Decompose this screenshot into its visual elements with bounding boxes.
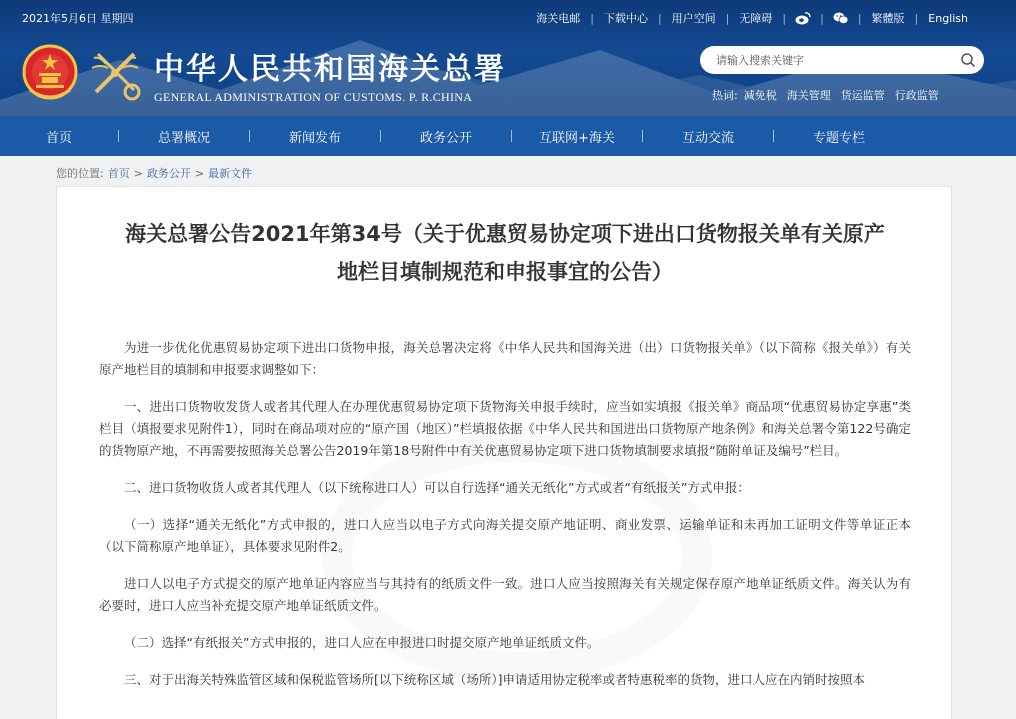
nav-item-overview[interactable]: 总署概况 [157, 130, 210, 146]
article-paragraph: 为进一步优化优惠贸易协定项下进出口货物申报，海关总署决定将《中华人民共和国海关进（出）口货物报关单》（以下简称《报关单》）有关原产地栏目的填制和申报要求调整如下： [99, 340, 911, 377]
divider: | [590, 11, 594, 25]
chevron-right-icon: > [194, 166, 205, 180]
wechat-icon[interactable] [833, 11, 849, 25]
main-nav [0, 116, 1016, 156]
article-title-line: 地栏目填制规范和申报事宜的公告） [337, 260, 673, 284]
nav-item-special-topics[interactable]: 专题专栏 [812, 130, 865, 146]
site-subtitle: GENERAL ADMINISTRATION OF CUSTOMS. P. R.CHINA [154, 90, 473, 104]
hot-word[interactable]: 海关管理 [786, 89, 831, 102]
hot-word[interactable]: 行政监管 [894, 89, 939, 102]
hot-words [712, 87, 949, 103]
article-paragraph: 进口人以电子方式提交的原产地单证内容应当与其持有的纸质文件一致。进口人应当按照海关有关规定保存原产地单证纸质文件。海关认为有必要时，进口人应当补充提交原产地单证纸质文件。 [99, 576, 911, 613]
national-emblem-icon[interactable] [22, 44, 78, 102]
chevron-right-icon: > [133, 166, 143, 180]
hot-words-label: 热词: [712, 89, 738, 102]
customs-logo-icon[interactable] [86, 44, 144, 102]
search-box [700, 46, 984, 74]
search-input[interactable] [716, 54, 946, 67]
article-paragraph: 二、进口货物收货人或者其代理人（以下统称进口人）可以自行选择“通关无纸化”方式或者“有纸报关”方式申报： [124, 480, 750, 495]
breadcrumb [56, 165, 252, 181]
search-icon[interactable] [960, 52, 976, 68]
breadcrumb-label: 您的位置: [56, 167, 104, 180]
breadcrumb-home[interactable]: 首页 [107, 167, 130, 180]
article-paragraph: 三、对于出海关特殊监管区域和保税监管场所[以下统称区域（场所）]申请适用协定税率或者特惠税率的货物，进口人应在内销时按照本 [124, 672, 866, 687]
article-paragraph: （二）选择“有纸报关”方式申报的，进口人应在申报进口时提交原产地单证纸质文件。 [124, 635, 600, 650]
site-title: 中华人民共和国海关总署 [154, 52, 506, 87]
current-date: 2021年5月6日 星期四 [22, 12, 134, 25]
article-paragraph: 一、进出口货物收发货人或者其代理人在办理优惠贸易协定项下货物海关申报手续时，应当如实填报《报关单》商品项“优惠贸易协定享惠”类栏目（填报要求见附件1），同时在商品项对应的“原产国（地区）”栏填报依据《中华人民共和国进出口货物原产地条例》和海关总署令第122号确定的货物原产地，不再需要按照海关总署公告2019年第18号附件中有关优惠贸易协定项下进口货物填制要求填报“随附单证及编号”栏目。 [99, 399, 911, 458]
divider: | [857, 11, 862, 25]
article-title [87, 215, 923, 291]
nav-item-home[interactable]: 首页 [45, 130, 72, 146]
article-container [56, 186, 952, 719]
top-link-download[interactable]: 下载中心 [603, 12, 648, 25]
nav-item-interaction[interactable]: 互动交流 [681, 130, 734, 146]
hot-word[interactable]: 减免税 [743, 89, 777, 102]
nav-item-internet-customs[interactable]: 互联网+海关 [539, 130, 615, 146]
top-link-user-space[interactable]: 用户空间 [671, 12, 716, 25]
top-link-traditional[interactable]: 繁體版 [871, 12, 905, 25]
breadcrumb-latest-docs[interactable]: 最新文件 [208, 167, 253, 180]
divider: | [725, 11, 730, 25]
top-link-email[interactable]: 海关电邮 [536, 12, 581, 25]
divider: | [657, 11, 662, 25]
nav-item-government-affairs[interactable]: 政务公开 [419, 130, 472, 146]
top-link-accessibility[interactable]: 无障碍 [739, 12, 773, 25]
top-links-bar [526, 10, 978, 26]
weibo-icon[interactable] [795, 11, 811, 25]
article-paragraph: （一）选择“通关无纸化”方式申报的，进口人应当以电子方式向海关提交原产地证明、商业发票、运输单证和未再加工证明文件等单证正本（以下简称原产地单证），具体要求见附件2。 [99, 517, 911, 554]
divider: | [820, 11, 824, 25]
divider: | [914, 11, 919, 25]
nav-item-news[interactable]: 新闻发布 [288, 130, 341, 146]
breadcrumb-government-affairs[interactable]: 政务公开 [146, 167, 191, 180]
article-title-line: 海关总署公告2021年第34号（关于优惠贸易协定项下进出口货物报关单有关原产 [125, 222, 885, 246]
hot-word[interactable]: 货运监管 [840, 89, 885, 102]
article-body [99, 337, 911, 706]
site-header [0, 0, 1016, 116]
top-link-english[interactable]: English [928, 11, 968, 25]
divider: | [782, 11, 787, 25]
